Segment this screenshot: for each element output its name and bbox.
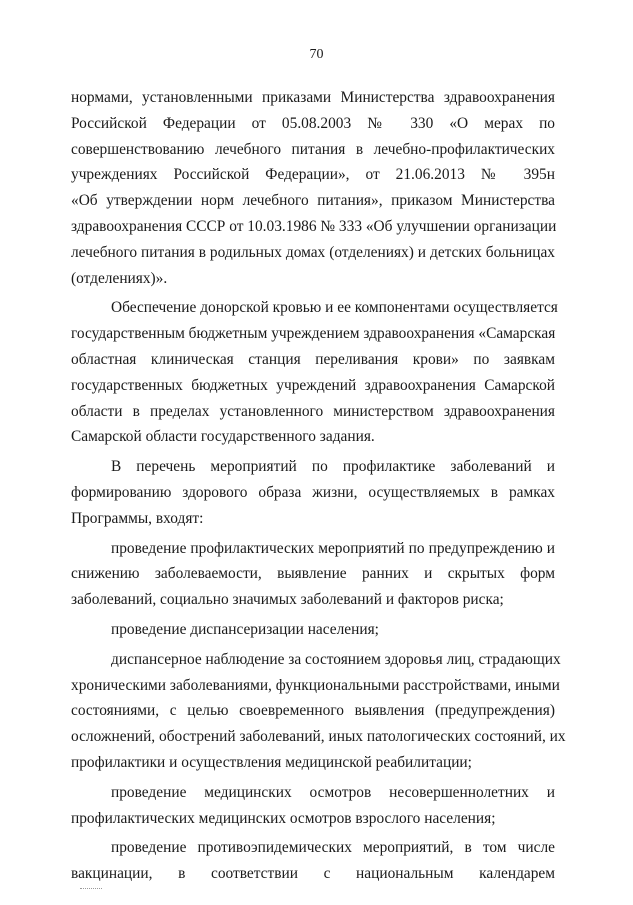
text-line: государственным бюджетным учреждением здравоохранения «Самарская <box>71 325 556 343</box>
text-line: профилактики и осуществления медицинской реабилитации; <box>71 753 472 771</box>
text-line: (отделениях)». <box>71 269 168 287</box>
paragraph <box>71 85 555 291</box>
text-line: В перечень мероприятий по профилактике заболеваний и <box>111 458 555 476</box>
text-line: проведение диспансеризации населения; <box>111 620 379 638</box>
text-line: формированию здорового образа жизни, осуществляемых в рамках <box>71 483 555 501</box>
paragraph <box>71 295 558 450</box>
page-number: 70 <box>309 47 324 62</box>
text-line: Обеспечение донорской кровью и ее компонентами осуществляется <box>111 299 558 317</box>
text-line: Самарской области государственного задания. <box>71 428 375 446</box>
paragraph <box>71 536 555 613</box>
text-line: проведение противоэпидемических мероприятий, в том числе <box>111 839 555 857</box>
text-line: заболеваний, социально значимых заболеваний и факторов риска; <box>71 591 504 609</box>
text-line: лечебного питания в родильных домах (отделениях) и детских больницах <box>71 243 555 261</box>
text-line: снижению заболеваемости, выявление ранних и скрытых форм <box>71 565 555 583</box>
text-line: здравоохранения СССР от 10.03.1986 № 333 «Об улучшении организации <box>71 217 557 235</box>
scan-mark <box>80 888 102 892</box>
text-line: профилактических медицинских осмотров взрослого населения; <box>71 809 496 827</box>
text-line: «Об утверждении норм лечебного питания», приказом Министерства <box>71 192 555 210</box>
text-line: совершенствованию лечебного питания в лечебно-профилактических <box>71 140 555 158</box>
paragraph <box>71 835 555 887</box>
text-line: вакцинации, в соответствии с национальным календарем <box>71 865 555 883</box>
text-line: Российской Федерации от 05.08.2003 № 330 «О мерах по <box>71 114 555 132</box>
text-line: хроническими заболеваниями, функциональными расстройствами, иными <box>71 676 560 694</box>
document-body <box>71 85 566 891</box>
text-line: проведение медицинских осмотров несовершеннолетних и <box>111 783 555 801</box>
paragraph <box>71 780 555 832</box>
text-line: осложнений, обострений заболеваний, иных патологических состояний, их <box>71 728 566 746</box>
text-line: Программы, входят: <box>71 509 204 527</box>
text-line: диспансерное наблюдение за состоянием здоровья лиц, страдающих <box>111 650 561 668</box>
paragraph <box>71 617 555 643</box>
text-line: государственных бюджетных учреждений здравоохранения Самарской <box>71 376 555 394</box>
paragraph <box>71 647 566 776</box>
text-line: состояниями, с целью своевременного выявления (предупреждения) <box>71 702 555 720</box>
text-line: областная клиническая станция переливания крови» по заявкам <box>71 350 555 368</box>
text-line: проведение профилактических мероприятий по предупреждению и <box>111 539 555 557</box>
text-line: области в пределах установленного министерством здравоохранения <box>71 402 555 420</box>
text-line: нормами, установленными приказами Министерства здравоохранения <box>71 89 555 106</box>
paragraph <box>71 454 555 531</box>
text-line: учреждениях Российской Федерации», от 21.06.2013 № 395н <box>71 166 555 184</box>
